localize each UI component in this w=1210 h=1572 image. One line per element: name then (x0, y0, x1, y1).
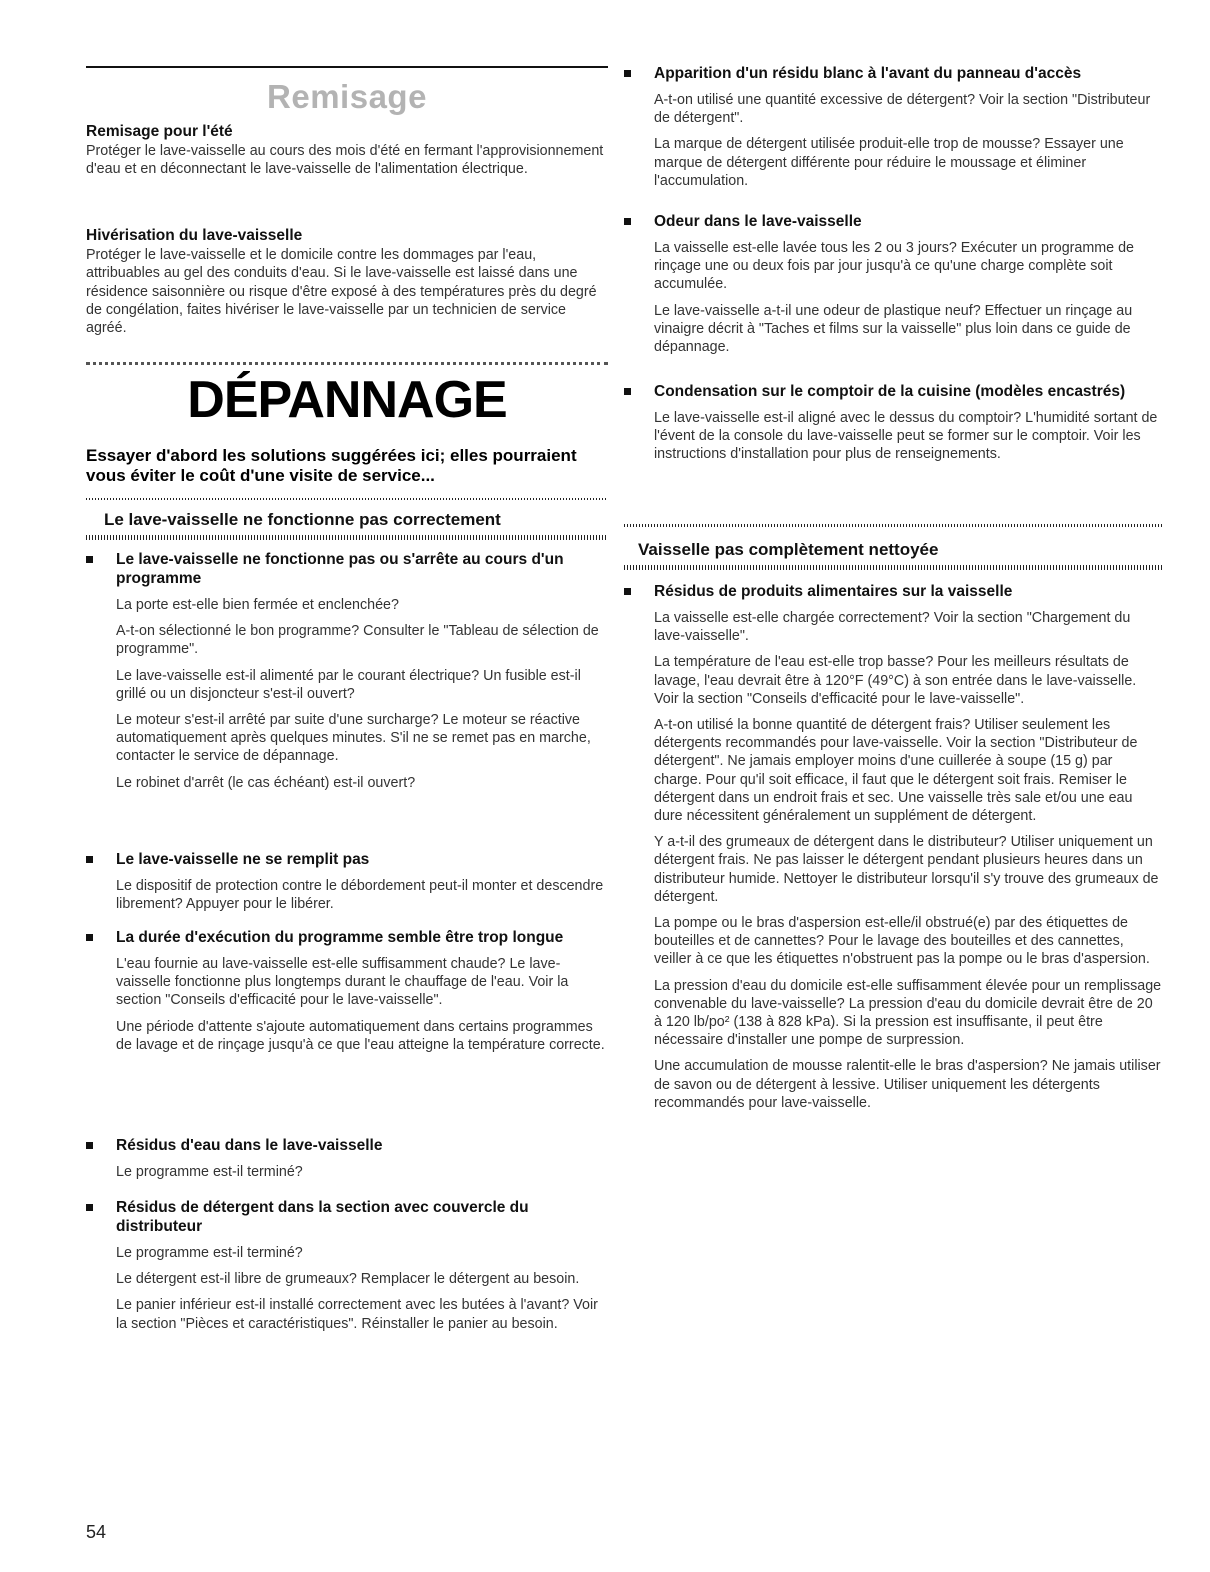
item-text: Le robinet d'arrêt (le cas échéant) est-il ouvert? (116, 774, 416, 791)
item-text: Le lave-vaisselle a-t-il une odeur de plastique neuf? Effectuer un rinçage au vinaigre décrit à "Taches et films sur la vaisselle" plus loin dans ce guide de dépannage. (654, 302, 1133, 356)
item-text: Une accumulation de mousse ralentit-elle le bras d'aspersion? Ne jamais utiliser de savon ou de détergent à lessive. Utiliser uniquement les détergents recommandés pour lave-vaisselle. (654, 1058, 1161, 1111)
section-divider (86, 362, 608, 365)
item-title: Odeur dans le lave-vaisselle (654, 213, 862, 230)
item-text: Le lave-vaisselle est-il aligné avec le dessus du comptoir? L'humidité sortant de l'évent de la console du lave-vaisselle peut se former sur le comptoir. Voir les instructions d'installation pour plus de renseignements. (654, 410, 1158, 463)
item-text: La température de l'eau est-elle trop basse? Pour les meilleurs résultats de lavage, l'eau devrait être à 120°F (49°C) à son entrée dans le lave-vaisselle. Voir la section "Conseils d'efficacité pour le lave-vaisselle". (654, 654, 1137, 707)
item-title: Apparition d'un résidu blanc à l'avant du panneau d'accès (654, 65, 1082, 82)
item-text: Y a-t-il des grumeaux de détergent dans le distributeur? Utiliser uniquement un détergent frais. Ne pas laisser le détergent pendant plusieurs heures dans un distributeur humide. Nettoyer le distributeur lorsqu'il s'y trouve des grumeaux de détergent. (654, 834, 1159, 905)
item-text: La pompe ou le bras d'aspersion est-elle/il obstrué(e) par des étiquettes de bouteilles et de cannettes? Pour le lavage des bouteilles et des cannettes, veiller à ce que les étiquettes n'obstruent pas la pompe ou le bras d'aspersion. (654, 915, 1150, 968)
item-title: Résidus d'eau dans le lave-vaisselle (116, 1137, 383, 1154)
section1-item (86, 1136, 608, 1181)
item-title: Condensation sur le comptoir de la cuisine (modèles encastrés) (654, 383, 1126, 400)
section2-heading: Vaisselle pas complètement nettoyée (638, 540, 939, 559)
item-body (116, 955, 608, 1054)
winter-text: Protéger le lave-vaisselle et le domicile contre les dommages par l'eau, attribuables au gel des conduits d'eau. Si le lave-vaisselle est laissé dans une résidence saisonnière ou risque d'être exposé à des températures près du degré de congélation, faites hivériser le lave-vaisselle par un technicien de service agréé. (86, 247, 597, 337)
section1-hatch (86, 535, 608, 540)
item-text: Le programme est-il terminé? (116, 1245, 303, 1261)
item-body (654, 239, 1164, 356)
bullet-icon (86, 1204, 93, 1211)
right-item (624, 64, 1164, 190)
bullet-icon (86, 1142, 93, 1149)
item-body (116, 596, 608, 792)
depannage-title: DÉPANNAGE (187, 371, 507, 429)
item-text: Le moteur s'est-il arrêté par suite d'une surcharge? Le moteur se réactive automatiquement après quelques minutes. S'il ne se remet pas en marche, contacter le service de dépannage. (116, 712, 591, 765)
depannage-intro: Essayer d'abord les solutions suggérées ici; elles pourraient vous éviter le coût d'une visite de service... (86, 446, 577, 485)
item-text: Le programme est-il terminé? (116, 1164, 303, 1180)
page-number: 54 (86, 1522, 107, 1542)
item-body (116, 1163, 608, 1181)
item-text: Le dispositif de protection contre le débordement peut-il monter et descendre librement? Appuyer pour le libérer. (116, 878, 604, 913)
remisage-summer (86, 122, 608, 179)
item-text: Le lave-vaisselle est-il alimenté par le courant électrique? Un fusible est-il grillé ou un disjoncteur s'est-il ouvert? (116, 667, 581, 702)
bullet-icon (624, 588, 631, 595)
item-text: La vaisselle est-elle chargée correctement? Voir la section "Chargement du lave-vaisselle". (654, 610, 1131, 645)
right-item (624, 212, 1164, 356)
summer-text: Protéger le lave-vaisselle au cours des mois d'été en fermant l'approvisionnement d'eau et en déconnectant le lave-vaisselle de l'alimentation électrique. (86, 143, 604, 178)
item-text: Une période d'attente s'ajoute automatiquement dans certains programmes de lavage et de rinçage jusqu'à ce que l'eau atteigne la température correcte. (116, 1018, 605, 1053)
item-text: Le panier inférieur est-il installé correctement avec les butées à l'avant? Voir la section "Pièces et caractéristiques". Réinstaller le panier au besoin. (116, 1297, 598, 1332)
item-body (116, 877, 608, 913)
remisage-winter (86, 226, 608, 337)
item-text: La porte est-elle bien fermée et enclenchée? (116, 597, 399, 613)
item-text: L'eau fournie au lave-vaisselle est-elle suffisamment chaude? Le lave-vaisselle fonctionne plus longtemps durant le chauffage de l'eau. Voir la section "Conseils d'efficacité pour le lave-vaisselle". (116, 956, 569, 1009)
item-text: A-t-on utilisé la bonne quantité de détergent frais? Utiliser seulement les détergents recommandés pour lave-vaisselle. Voir la section "Distributeur de détergent". Ne jamais employer moins d'une cuillerée à soupe (15 g) par charge. Pour qu'il soit efficace, il faut que le détergent soit frais. Remiser le détergent dans un endroit frais et sec. Une vaisselle très sale et/ou une eau dure nécessitent généralement un supplément de détergent. (654, 717, 1138, 825)
winter-heading: Hivérisation du lave-vaisselle (86, 227, 303, 244)
section1-item (86, 928, 608, 1054)
section2-hatch (624, 565, 1164, 570)
item-title: Résidus de détergent dans la section avec couvercle du distributeur (116, 1199, 529, 1235)
bullet-icon (624, 70, 631, 77)
bullet-icon (624, 218, 631, 225)
item-text: Le détergent est-il libre de grumeaux? Remplacer le détergent au besoin. (116, 1271, 580, 1288)
section1-item (86, 550, 608, 792)
section1-heading: Le lave-vaisselle ne fonctionne pas correctement (104, 510, 501, 529)
bullet-icon (624, 388, 631, 395)
section1-item (86, 850, 608, 913)
top-rule (86, 66, 608, 68)
remisage-title: Remisage (267, 78, 427, 115)
item-title: Le lave-vaisselle ne fonctionne pas ou s'arrête au cours d'un programme (116, 551, 564, 587)
item-text: La pression d'eau du domicile est-elle suffisamment élevée pour un remplissage convenable du lave-vaisselle? La pression d'eau du domicile devrait être de 20 à 120 lb/po² (138 à 828 kPa). Si la pression est insuffisante, il peut être nécessaire d'installer une pompe de surpression. (654, 977, 1162, 1049)
right-item (624, 382, 1164, 464)
section2-top-hatch (624, 524, 1164, 527)
item-body (116, 1244, 608, 1333)
summer-heading: Remisage pour l'été (86, 123, 233, 140)
item-body (654, 91, 1164, 190)
item-text: La vaisselle est-elle lavée tous les 2 ou 3 jours? Exécuter un programme de rinçage une ou deux fois par jour jusqu'à ce qu'une charge complète soit accumulée. (654, 240, 1134, 293)
item-title: Le lave-vaisselle ne se remplit pas (116, 851, 370, 868)
section1-item (86, 1198, 608, 1333)
item-title: Résidus de produits alimentaires sur la vaisselle (654, 583, 1013, 600)
item-body (654, 409, 1164, 464)
item-body (654, 609, 1164, 1112)
section2-item (624, 582, 1164, 1112)
bullet-icon (86, 934, 93, 941)
item-text: A-t-on sélectionné le bon programme? Consulter le "Tableau de sélection de programme". (116, 623, 599, 658)
item-title: La durée d'exécution du programme semble être trop longue (116, 929, 564, 946)
item-text: La marque de détergent utilisée produit-elle trop de mousse? Essayer une marque de détergent différente pour réduire le moussage et éliminer l'accumulation. (654, 136, 1124, 189)
bullet-icon (86, 556, 93, 563)
item-text: A-t-on utilisé une quantité excessive de détergent? Voir la section "Distributeur de détergent". (654, 92, 1151, 127)
bullet-icon (86, 856, 93, 863)
intro-rule (86, 498, 608, 500)
